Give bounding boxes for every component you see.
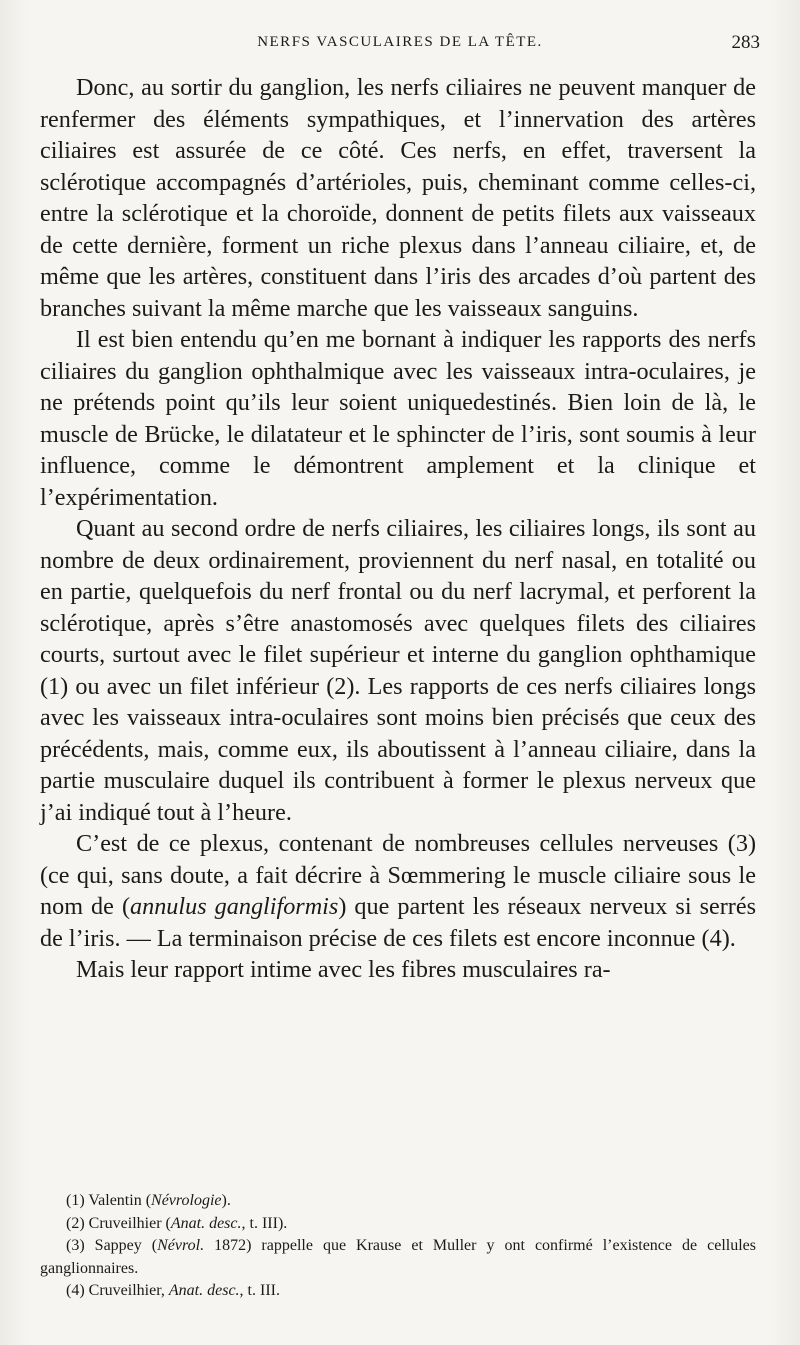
footnote-2: [40, 1213, 756, 1236]
page-number: 283: [731, 32, 760, 53]
footnote-2-a: (2) Cruveilhier (: [66, 1214, 171, 1232]
footnote-3-b: 1872) rappelle que Krause et Muller y ont confirmé l’existence de cellules ganglionnaires.: [40, 1237, 756, 1277]
footnote-1-italic: Névrologie: [151, 1192, 222, 1209]
page-header: [40, 34, 760, 58]
footnotes: [40, 1190, 756, 1303]
footnote-3-italic: Névrol.: [157, 1237, 205, 1254]
paragraph-1: Donc, au sortir du ganglion, les nerfs ciliaires ne peuvent manquer de renfermer des éléments sympathiques, et l’innervation des artères ciliaires est assurée de ce côté. Ces nerfs, en effet, traversent la sclérotique accompagnés d’artérioles, puis, cheminant comme celles-ci, entre la sclérotique et la choroïde, donnent de petits filets aux vaisseaux de cette dernière, forment un riche plexus dans l’anneau ciliaire, et, de même que les artères, constituent dans l’iris des arcades d’où partent des branches suivant la même marche que les vaisseaux sanguins.: [40, 74, 756, 322]
footnote-1: [40, 1190, 756, 1213]
running-head: NERFS VASCULAIRES DE LA TÊTE.: [257, 34, 543, 50]
paragraph-2: Il est bien entendu qu’en me bornant à indiquer les rapports des nerfs ciliaires du ganglion ophthalmique avec les vaisseaux intra-oculaires, je ne prétends point qu’ils leur soient uniquedestinés. Bien loin de là, le muscle de Brücke, le dilatateur et le sphincter de l’iris, sont soumis à leur influence, comme le démontrent amplement et la clinique et l’expérimentation.: [40, 326, 756, 511]
footnote-2-b: , t. III).: [241, 1214, 288, 1232]
paragraph-4-text-a: C’est de ce plexus, contenant de nombreuses cellules nerveuses (3) (ce qui, sans doute, a fait décrire à Sœmmering le muscle ciliaire sous le nom de (: [40, 830, 756, 920]
paragraph-4: [40, 828, 756, 954]
paragraph-4-text-b: ) que partent les réseaux nerveux si serrés de l’iris. — La terminaison précise de ces filets est encore inconnue (4).: [40, 893, 756, 952]
paragraph-3: Quant au second ordre de nerfs ciliaires, les ciliaires longs, ils sont au nombre de deux ordinairement, proviennent du nerf nasal, en totalité ou en partie, quelquefois du nerf frontal ou du nerf lacrymal, et perforent la sclérotique, après s’être anastomosés avec quelques filets des ciliaires courts, surtout avec le filet supérieur et interne du ganglion ophthamique (1) ou avec un filet inférieur (2). Les rapports de ces nerfs ciliaires longs avec les vaisseaux intra-oculaires sont moins bien précisés que ceux des précédents, mais, comme eux, ils aboutissent à l’anneau ciliaire, dans la partie musculaire duquel ils contribuent à former le plexus nerveux que j’ai indiqué tout à l’heure.: [40, 515, 756, 826]
footnote-4: [40, 1280, 756, 1303]
footnote-1-a: (1) Valentin (: [66, 1192, 152, 1209]
footnote-3-a: (3) Sappey (: [66, 1237, 158, 1254]
footnote-4-a: (4) Cruveilhier,: [66, 1282, 169, 1299]
paragraph-4-italic: annulus gangliformis: [130, 893, 339, 920]
footnote-4-italic: Anat. desc.: [168, 1282, 240, 1299]
footnote-4-b: , t. III.: [239, 1282, 280, 1299]
footnote-3: [40, 1235, 756, 1280]
paragraph-5: Mais leur rapport intime avec les fibres musculaires ra-: [76, 956, 611, 983]
body-text: [40, 72, 756, 986]
footnote-1-b: ).: [221, 1192, 231, 1209]
footnote-2-italic: Anat. desc.: [170, 1214, 242, 1232]
